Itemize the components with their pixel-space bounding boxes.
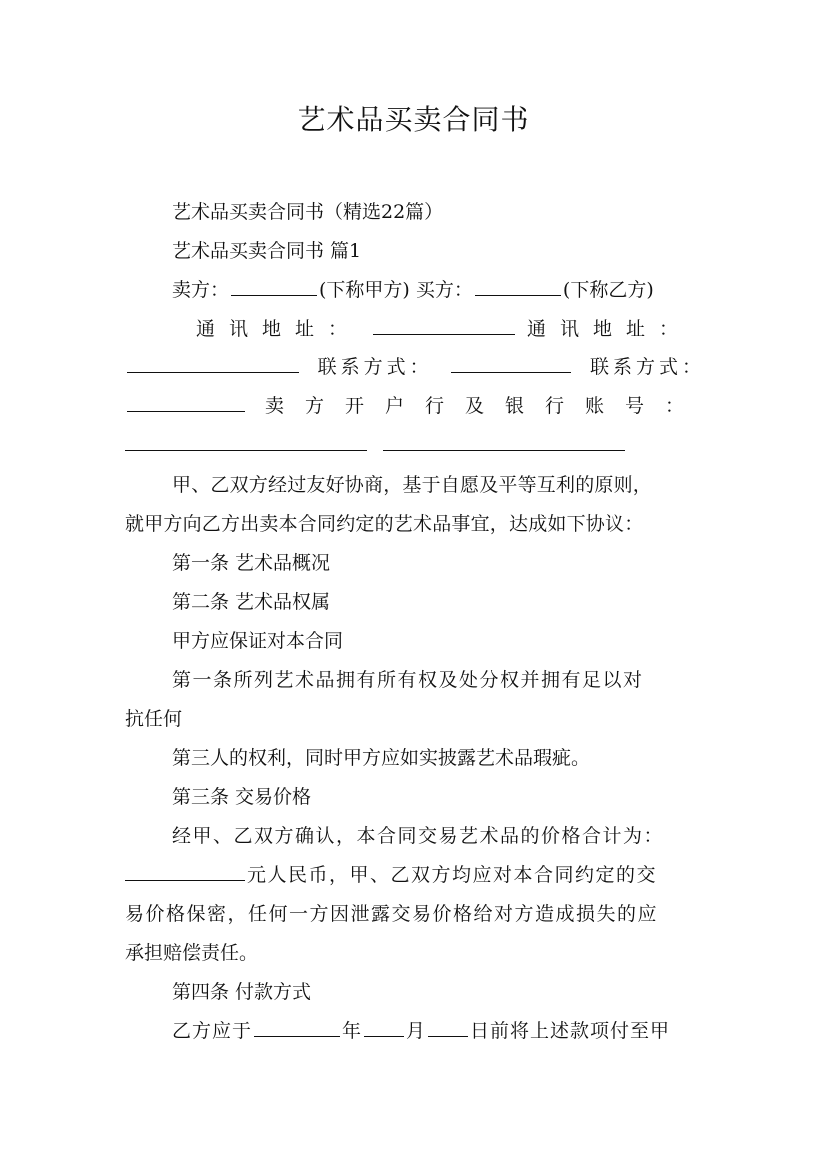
buyer-contact-label: 联系方式： (589, 356, 705, 378)
seller-note: (下称甲方) (319, 279, 410, 301)
address-line (196, 314, 692, 344)
article-3-text-2-line (125, 860, 705, 890)
year-label: 年 (342, 1020, 363, 1042)
bank-blank-1 (125, 430, 367, 451)
seller-contact-label: 联系方式： (317, 356, 433, 378)
article-3-text-1: 经甲、乙双方确认，本合同交易艺术品的价格合计为： (172, 825, 665, 847)
article-4-text-line (172, 1016, 712, 1046)
bank-blank-2 (383, 430, 625, 451)
intro-line-2: 就甲方向乙方出卖本合同约定的艺术品事宜，达成如下协议： (125, 513, 644, 535)
intro-line-1: 甲、乙双方经过友好协商，基于自愿及平等互利的原则， (172, 474, 653, 496)
section-title: 艺术品买卖合同书 篇1 (172, 240, 362, 262)
buyer-address-label: 通讯地址： (526, 318, 692, 340)
article-2-text-2a: 第一条所列艺术品拥有所有权及处分权并拥有足以对 (172, 669, 644, 691)
buyer-address-blank (127, 352, 299, 373)
document-title: 艺术品买卖合同书 (297, 103, 530, 136)
seller-blank (231, 275, 317, 296)
bank-line (125, 391, 705, 421)
article-3-text-4: 承担赔偿责任。 (125, 942, 259, 964)
article-1-title: 第一条 艺术品概况 (172, 552, 331, 574)
day-blank (428, 1016, 468, 1037)
article-2-text-2b: 抗任何 (125, 708, 183, 730)
seller-contact-blank (451, 352, 571, 373)
price-blank (125, 860, 245, 881)
buyer-contact-blank (127, 391, 245, 412)
article-2-title: 第二条 艺术品权属 (172, 591, 331, 613)
article-3-text-2: 元人民币，甲、乙双方均应对本合同约定的交 (247, 864, 658, 886)
buyer-label: 买方： (415, 279, 473, 301)
parties-line (172, 275, 712, 305)
article-3-text-3: 易价格保密，任何一方因泄露交易价格给对方造成损失的应 (125, 903, 659, 925)
seller-address-label: 通讯地址： (196, 318, 362, 340)
month-blank (364, 1016, 404, 1037)
bank-account-line (125, 430, 705, 460)
document-subtitle: 艺术品买卖合同书（精选22篇） (172, 201, 444, 223)
contact-line (125, 352, 705, 382)
article-4-text-a: 乙方应于 (172, 1020, 253, 1042)
article-4-text-b: 日前将上述款项付至甲 (470, 1020, 671, 1042)
seller-label: 卖方： (172, 279, 230, 301)
seller-address-blank (373, 314, 515, 335)
article-3-title: 第三条 交易价格 (172, 786, 312, 808)
article-2-text-3: 第三人的权利，同时甲方应如实披露艺术品瑕疵。 (172, 747, 591, 769)
month-label: 月 (406, 1020, 427, 1042)
buyer-note: (下称乙方) (562, 279, 654, 301)
buyer-blank (475, 275, 561, 296)
year-blank (254, 1016, 340, 1037)
article-2-text-1: 甲方应保证对本合同 (172, 630, 344, 652)
article-4-title: 第四条 付款方式 (172, 981, 312, 1003)
bank-label: 卖方开户行及银行账号： (264, 395, 705, 417)
